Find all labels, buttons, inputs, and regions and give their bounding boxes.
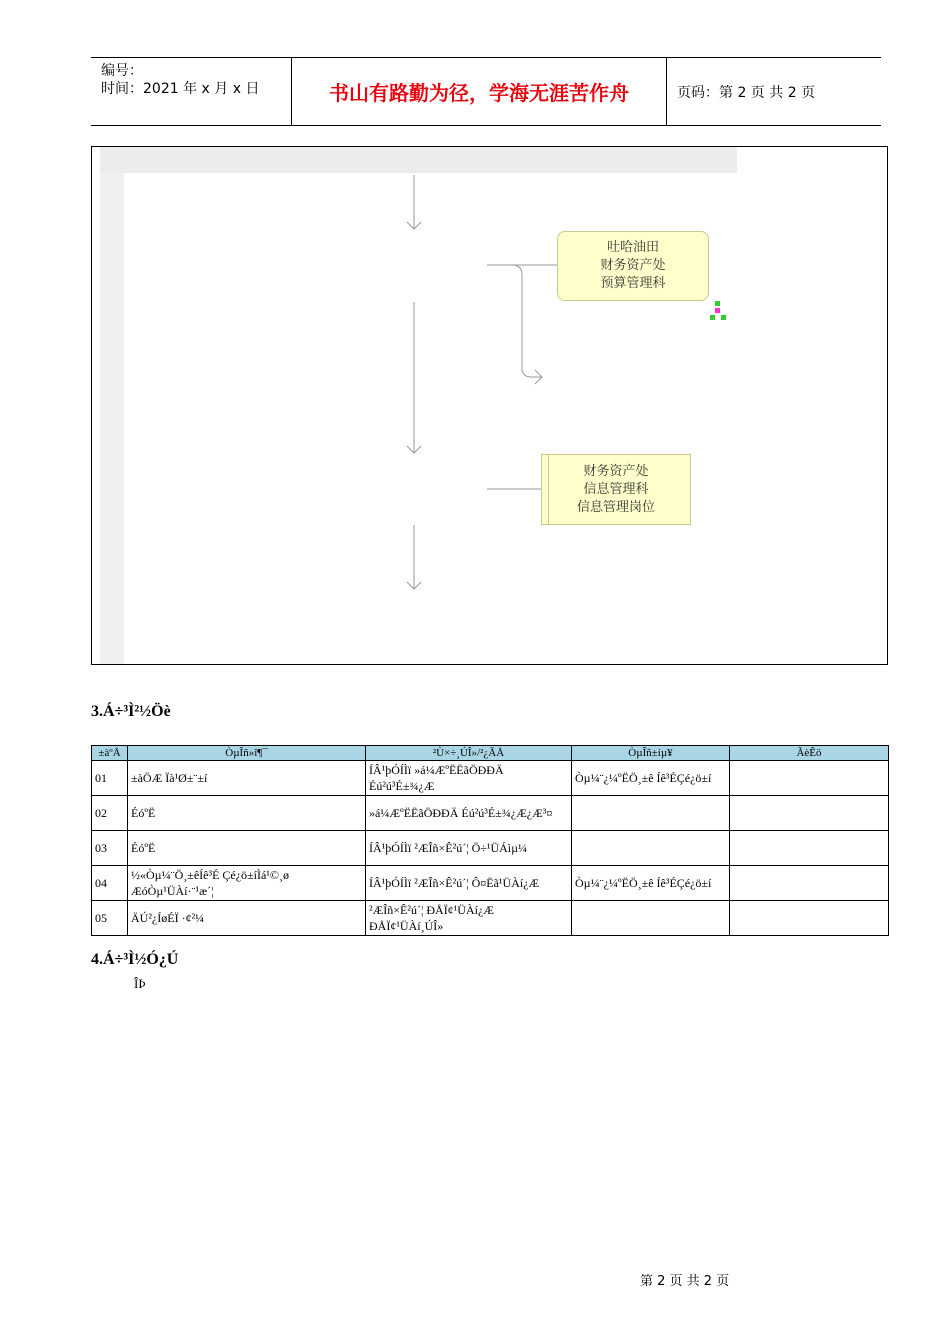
table-cell: [730, 866, 889, 901]
table-cell: [572, 901, 730, 936]
table-row: [92, 761, 889, 796]
table-row: [92, 901, 889, 936]
table-cell: [730, 761, 889, 796]
table-cell: »á¼ÆºËËãÖÐÐÄ Éú²ú³É±¾¿Æ¿Æ³¤: [366, 796, 572, 831]
time-label: 时间：2021 年 x 月 x 日: [101, 81, 260, 97]
table-cell: Òµ¼¨¿¼ºËÖ¸±ê Íê³ÉÇé¿ö±í: [572, 761, 730, 796]
col-header: ÒµÎñ»î¶¯: [128, 746, 366, 761]
section4-body: ÎÞ: [134, 976, 146, 991]
table-cell: 02: [92, 796, 128, 831]
table-cell: ²ÆÎñ×Ê²ú´¦ ÐÅÏ¢¹ÜÀí¿Æ ÐÅÏ¢¹ÜÀí¸ÚÎ»: [366, 901, 572, 936]
section4-title: 4.Á÷³Ì½Ó¿Ú: [91, 951, 179, 968]
box1-line-2: 财务资产处: [600, 258, 666, 273]
table-cell: 05: [92, 901, 128, 936]
table-cell: [572, 796, 730, 831]
process-steps-table: [91, 745, 889, 936]
table-cell: 04: [92, 866, 128, 901]
branch-line: [512, 265, 542, 377]
table-cell: ÍÂ¹þÓÍÌï »á¼ÆºËËãÖÐÐÄ Éú²ú³É±¾¿Æ: [366, 761, 572, 796]
col-header: ÃèÊö: [730, 746, 889, 761]
table-cell: [730, 901, 889, 936]
table-row: [92, 796, 889, 831]
table-cell: ±àÖÆ Ïà¹Ø±¨±í: [128, 761, 366, 796]
col-header: ²Ù×÷¸ÚÎ»/²¿ÃÅ: [366, 746, 572, 761]
col-header: ÒµÎñ±íµ¥: [572, 746, 730, 761]
flowchart: [91, 146, 888, 665]
table-cell: ÍÂ¹þÓÍÌï ²ÆÎñ×Ê²ú´¦ Ô¤Ëã¹ÜÀí¿Æ: [366, 866, 572, 901]
table-cell: ½«Òµ¼¨Ö¸±êÍê³É Çé¿ö±íÌá¹©¸ø ÆóÒµ¹ÜÀí·¨¹æ´¦: [128, 866, 366, 901]
table-cell: [572, 831, 730, 866]
table-cell: ÉóºË: [128, 796, 366, 831]
table-cell: [730, 831, 889, 866]
table-cell: Òµ¼¨¿¼ºËÖ¸±ê Íê³ÉÇé¿ö±í: [572, 866, 730, 901]
table-header-row: [92, 746, 889, 761]
process-box-info: [541, 454, 691, 525]
box2-line-3: 信息管理岗位: [576, 499, 655, 515]
table-cell: [730, 796, 889, 831]
number-label: 编号：: [101, 63, 143, 79]
table-cell: ÉóºË: [128, 831, 366, 866]
table-cell: 03: [92, 831, 128, 866]
col-header: ±àºÅ: [92, 746, 128, 761]
box2-line-2: 信息管理科: [583, 481, 649, 497]
process-box-budget: [557, 231, 709, 301]
header-meta: [91, 58, 292, 125]
table-cell: ÍÂ¹þÓÍÌï ²ÆÎñ×Ê²ú´¦ Ö÷¹ÜÁìµ¼: [366, 831, 572, 866]
table-cell: ÄÚ²¿ÍøÉÏ ·¢²¼: [128, 901, 366, 936]
box2-line-1: 财务资产处: [583, 463, 649, 479]
page-header: [91, 57, 881, 126]
box1-line-3: 预算管理科: [600, 276, 666, 291]
table-cell: 01: [92, 761, 128, 796]
header-slogan: 书山有路勤为径，学海无涯苦作舟: [292, 58, 667, 125]
table-row: [92, 866, 889, 901]
page-footer: 第 2 页 共 2 页: [640, 1274, 730, 1289]
section3-title: 3.Á÷³Ì²½Öè: [91, 703, 171, 720]
org-chart-icon: [710, 301, 726, 320]
box1-line-1: 吐哈油田: [606, 240, 659, 255]
table-row: [92, 831, 889, 866]
page-label: 页码：第 2 页 共 2 页: [677, 84, 816, 101]
flow-connectors: [92, 147, 887, 664]
